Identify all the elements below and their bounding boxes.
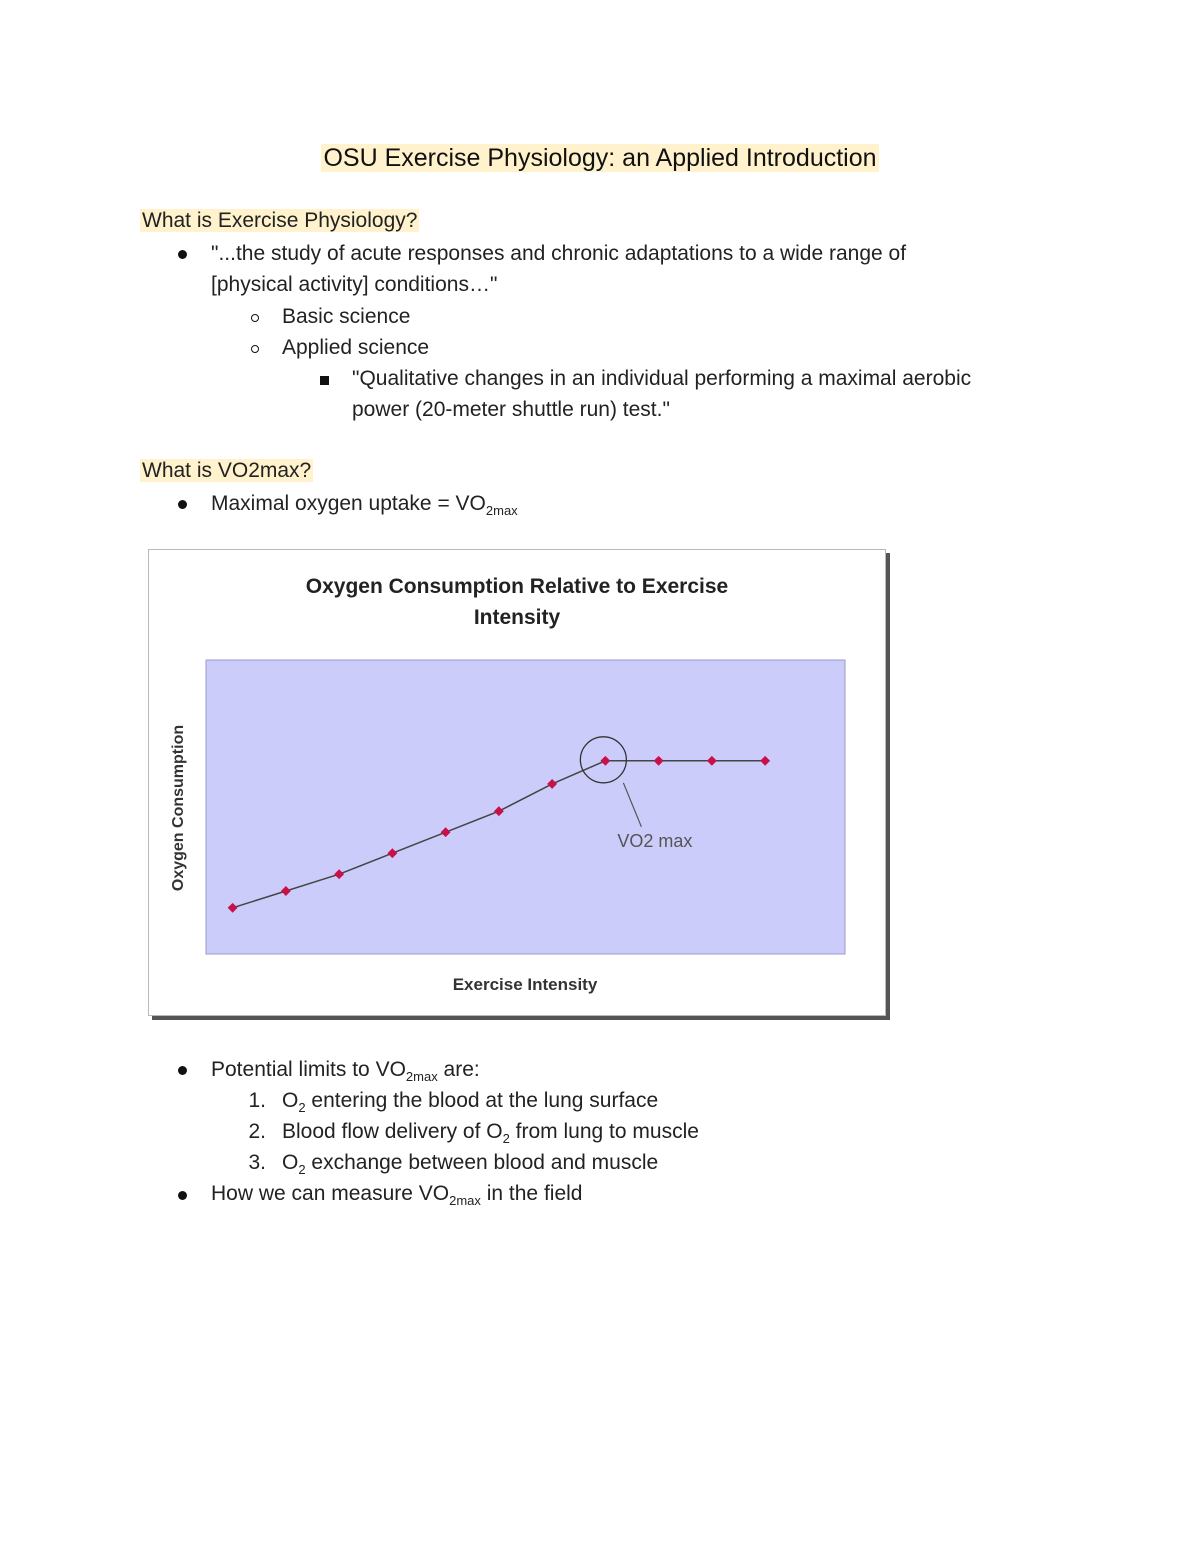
- bullet-disc: [178, 1066, 187, 1075]
- limit-item-1: $O_2$ entering the blood at the lung surface: [282, 1089, 659, 1115]
- page-title: OSU Exercise Physiology: an Applied Introduction: [323, 144, 877, 172]
- bullet-circle: [251, 314, 259, 322]
- bullet-disc: [178, 500, 187, 509]
- bullet-circle: [251, 345, 259, 353]
- chart-title-line-2: Intensity: [473, 606, 561, 629]
- list-item-potential-limits: Potential limits to $VO_{2max}$ are:: [211, 1058, 480, 1084]
- list-number: 2.: [248, 1120, 266, 1143]
- bullet-disc: [178, 250, 187, 259]
- vo2max-annotation-label: VO2 max: [617, 830, 693, 851]
- applied-detail-line-1: "Qualitative changes in an individual performing a maximal aerobic: [352, 367, 972, 390]
- list-item-applied-science: Applied science: [282, 336, 430, 359]
- chart-svg: [149, 550, 885, 1015]
- list-item-vo2max-definition: Maximal oxygen uptake = $VO_{2max}$: [211, 492, 518, 518]
- definition-quote-line-2: [physical activity] conditions…": [211, 273, 498, 296]
- definition-quote-line-1: "...the study of acute responses and chronic adaptations to a wide range of: [211, 242, 907, 265]
- list-item-field-measurement: How we can measure $VO_{2max}$ in the field: [211, 1182, 583, 1208]
- list-number: 1.: [248, 1089, 266, 1112]
- bullet-square: [320, 376, 329, 385]
- section-heading-exercise-physiology: What is Exercise Physiology?: [142, 209, 418, 232]
- applied-detail-line-2: power (20-meter shuttle run) test.": [352, 398, 670, 421]
- chart-y-axis-label: Oxygen Consumption: [170, 724, 187, 892]
- limit-item-2: Blood flow delivery of $O_2$ from lung to muscle: [282, 1120, 699, 1146]
- chart-title-line-1: Oxygen Consumption Relative to Exercise: [305, 575, 729, 598]
- bullet-disc: [178, 1191, 187, 1200]
- list-number: 3.: [248, 1151, 266, 1174]
- list-item-basic-science: Basic science: [282, 305, 411, 328]
- limit-item-3: $O_2$ exchange between blood and muscle: [282, 1151, 659, 1177]
- plot-area: [206, 660, 845, 954]
- section-heading-vo2max: What is VO2max?: [142, 459, 312, 482]
- vo2max-chart: [148, 549, 886, 1016]
- chart-x-axis-label: Exercise Intensity: [452, 975, 598, 994]
